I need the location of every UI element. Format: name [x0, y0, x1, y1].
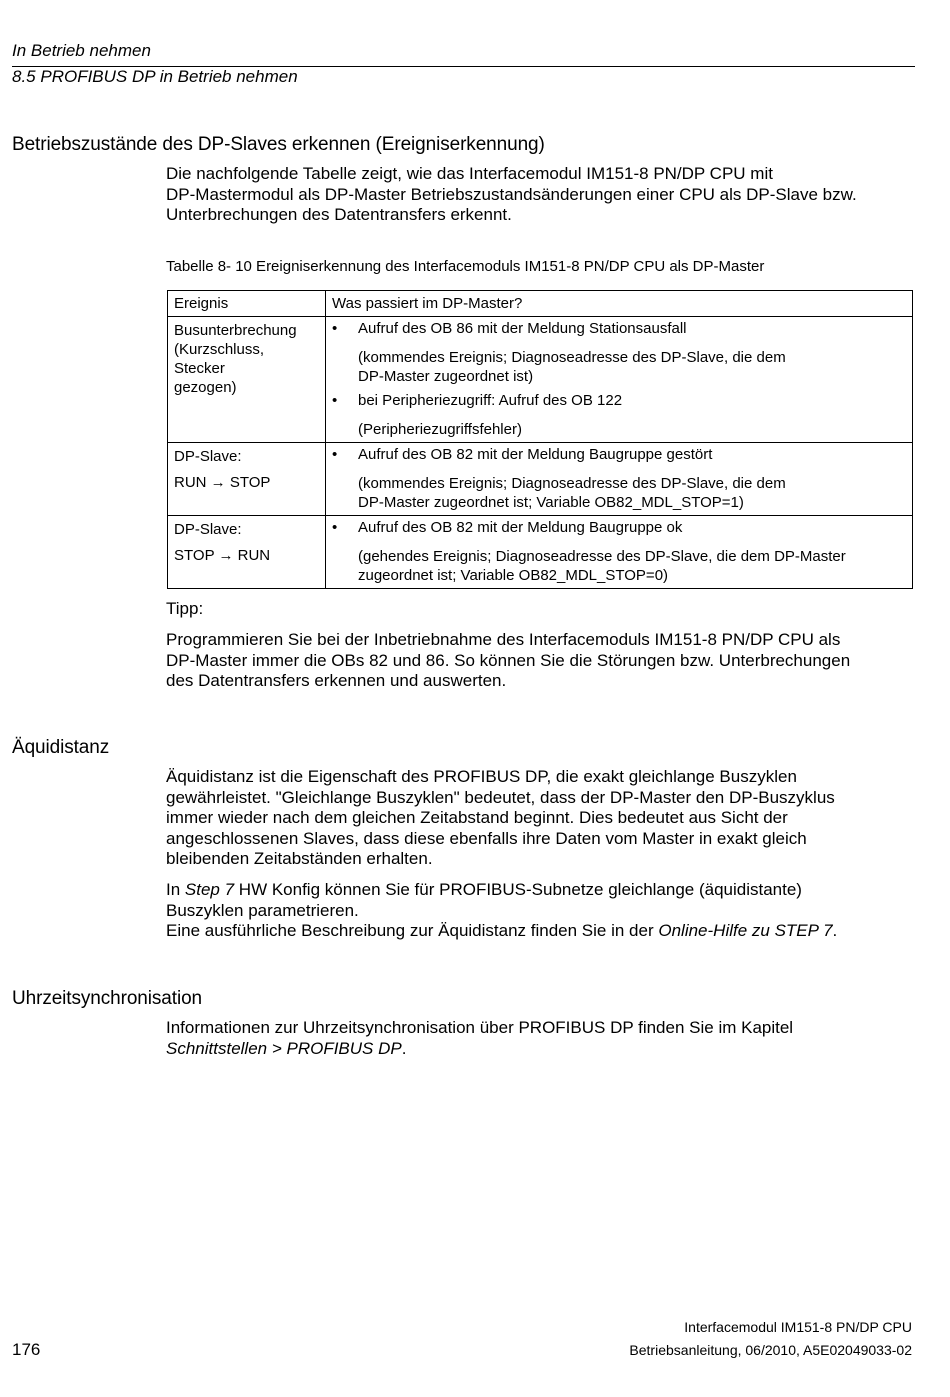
reaction-cell	[326, 317, 913, 443]
bullet-item: • Aufruf des OB 82 mit der Meldung Baugruppe gestört	[332, 446, 713, 463]
message-emphasis: Baugruppe ok	[588, 519, 683, 536]
section-heading-ereigniserkennung: Betriebszustände des DP-Slaves erkennen (Ereigniserkennung)	[12, 134, 545, 155]
tip-label: Tipp:	[166, 599, 204, 618]
bullet-item: • bei Peripheriezugriff: Aufruf des OB 122	[332, 392, 623, 409]
table-row	[168, 317, 913, 443]
header-section: 8.5 PROFIBUS DP in Betrieb nehmen	[12, 67, 298, 86]
section-heading-aequidistanz: Äquidistanz	[12, 737, 110, 758]
intro-line: Die nachfolgende Tabelle zeigt, wie das Interfacemodul IM151-8 PN/DP CPU mit	[166, 164, 773, 183]
table-row	[168, 443, 913, 516]
header-rule	[12, 66, 915, 67]
message-emphasis: Stationsausfall	[588, 320, 687, 337]
event-cell	[168, 317, 326, 443]
event-line: DP-Slave:	[174, 448, 242, 465]
event-line: RUN → STOP	[174, 474, 271, 491]
bullet-note: (Peripheriezugriffsfehler)	[358, 421, 522, 438]
uhrzeit-paragraph: Informationen zur Uhrzeitsynchronisation über PROFIBUS DP finden Sie im Kapitel Schnittstellen > PROFIBUS DP.	[166, 1018, 794, 1058]
event-table	[167, 290, 913, 589]
table-header-row	[168, 291, 913, 317]
step7-reference: Step 7	[184, 880, 235, 899]
table-row	[168, 516, 913, 589]
bullet-note: (gehendes Ereignis; Diagnoseadresse des DP-Slave, die dem DP-Master zugeordnet ist; Variable OB82_MDL_STOP=0)	[358, 548, 846, 584]
bullet-icon: •	[332, 392, 338, 409]
intro-line: DP-Mastermodul als DP-Master Betriebszustandsänderungen einer CPU als DP-Slave bzw.	[166, 184, 857, 204]
section-heading-uhrzeitsynchronisation: Uhrzeitsynchronisation	[12, 988, 202, 1009]
bullet-icon: •	[332, 446, 338, 463]
bullet-note: (kommendes Ereignis; Diagnoseadresse des DP-Slave, die dem DP-Master zugeordnet ist; Variable OB82_MDL_STOP=1)	[358, 475, 786, 511]
intro-paragraph	[166, 164, 916, 226]
event-cell	[168, 443, 326, 516]
bullet-item: • Aufruf des OB 82 mit der Meldung Baugruppe ok	[332, 519, 683, 536]
event-line: DP-Slave:	[174, 521, 242, 538]
message-emphasis: Baugruppe gestört	[588, 446, 713, 463]
footer-doc-info: Betriebsanleitung, 06/2010, A5E02049033-02	[629, 1342, 912, 1358]
footer-doc-title: Interfacemodul IM151-8 PN/DP CPU	[684, 1319, 912, 1335]
reaction-cell	[326, 516, 913, 589]
event-line: Busunterbrechung	[174, 322, 297, 339]
table-caption: Tabelle 8- 10 Ereigniserkennung des Interfacemoduls IM151-8 PN/DP CPU als DP-Master	[166, 258, 765, 275]
bullet-icon: •	[332, 519, 338, 536]
event-line: STOP → RUN	[174, 547, 271, 564]
page-number: 176	[12, 1340, 41, 1359]
intro-line: Unterbrechungen des Datentransfers erkennt.	[166, 205, 512, 224]
tip-paragraph: Programmieren Sie bei der Inbetriebnahme des Interfacemoduls IM151-8 PN/DP CPU als DP-Master immer die OBs 82 und 86. So können Sie die Störungen bzw. Unterbrechungen des Datentransfers erkennen und auswerten.	[166, 630, 851, 690]
reaction-cell	[326, 443, 913, 516]
aequidistanz-paragraph-2: In Step 7 HW Konfig können Sie für PROFIBUS-Subnetze gleichlange (äquidistante) Buszyklen parametrieren. Eine ausführliche Beschreibung zur Äquidistanz finden Sie in der Online-Hilfe zu STEP 7.	[166, 880, 838, 940]
chapter-reference: Schnittstellen > PROFIBUS DP	[166, 1038, 402, 1058]
header-chapter: In Betrieb nehmen	[12, 41, 151, 60]
table-header-master: Was passiert im DP-Master?	[326, 291, 913, 317]
online-help-reference: Online-Hilfe zu STEP 7	[658, 921, 833, 940]
bullet-icon: •	[332, 320, 338, 337]
event-line: (Kurzschluss, Stecker	[174, 341, 265, 377]
table-header-ereignis: Ereignis	[168, 291, 326, 317]
bullet-note: (kommendes Ereignis; Diagnoseadresse des DP-Slave, die dem DP-Master zugeordnet ist)	[358, 349, 786, 385]
event-line: gezogen)	[174, 379, 237, 396]
bullet-item: • Aufruf des OB 86 mit der Meldung Stationsausfall	[332, 320, 687, 337]
event-cell	[168, 516, 326, 589]
aequidistanz-paragraph: Äquidistanz ist die Eigenschaft des PROFIBUS DP, die exakt gleichlange Buszyklen gewährleistet. "Gleichlange Buszyklen" bedeutet, dass der DP-Master den DP-Buszyklus immer wieder nach dem gleichen Zeitabstand beginnt. Dies bedeutet aus Sicht der angeschlossenen Slaves, dass diese ebenfalls ihre Daten vom Master in exakt gleich bleibenden Zeitabständen erhalten.	[166, 767, 835, 868]
